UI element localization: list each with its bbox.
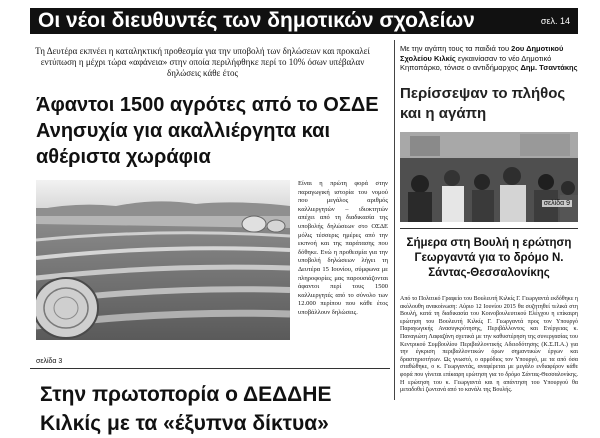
page-reference-right: σελίδα 9 — [543, 200, 570, 207]
school-name: 2ου Δημοτικού Σχολείου Κιλκίς — [400, 44, 564, 63]
article-headline: Άφαντοι 1500 αγρότες από το ΟΣΔΕ Ανησυχία για ακαλλιέργητα και αθέριστα χωράφια — [36, 94, 379, 168]
page-reference: σελίδα 3 — [36, 358, 63, 365]
second-headline: Στην πρωτοπορία ο ΔΕΔΔΗΕ Κιλκίς με τα «έξυπνα δίκτυα» — [40, 383, 332, 435]
divider-right — [400, 228, 578, 229]
crowd-photo — [400, 132, 578, 222]
article-body: Είναι η πρώτη φορά στην παραγωγική ιστορία του νομού που μεγάλος αριθμός καλλιεργητών – ιδιοκτητών απέχει από τη διαδικασία της υποβολής δηλώσεων στο ΟΣΔΕ μόλις τέσσερις ημέρες από την εκπνοή και της παράτασης που δόθηκε. Ενώ η προθεσμία για την υποβολή δηλώσεων λήγει τη Δευτέρα 15 Ιουνίου, σύμφωνα με πληροφορίες μας παρουσιάζονται άφαντοι περί τους 1500 καλλιεργητές από το σύνολο των 12.000 περίπου που κάθε έτος υποβάλλουν δηλώσεις. — [298, 180, 388, 316]
divider — [30, 368, 390, 369]
banner-page-ref: σελ. 14 — [540, 16, 570, 26]
intro-text: Με την αγάπη τους τα παιδιά του — [400, 44, 512, 53]
article-headline-right: Περίσσεψαν το πλήθος και η αγάπη — [400, 85, 566, 122]
crowd-image — [400, 132, 578, 222]
article-body-right: Από το Πολιτικό Γραφείο του Βουλευτή Κιλκίς Γ. Γεωργαντά εκδόθηκε η ακόλουθη ανακοίνωση: Αύριο 12 Ιουνίου 2015 θα συζητηθεί τελικά στη Βουλή, κατά τη διαδικασία του Κοινοβουλευτικού Ελέγχου η επίκαιρη ερώτηση του Βουλευτή Κιλκίς Γ. Γεωργαντά προς τον Υπουργό Παραγωγικής Ανασυγκρότησης, Περιβάλλοντος και Ενέργειας κ. Παναγιώτη Λαφαζάνη σχετικά με την καθυστέρηση της συνεργασίας του Κεντρικού Συμβουλίου Περιβαλλοντικής Αδειοδότησης (Κ.Σ.Π.Α.) για την έγκριση περιβαλλοντικών όρων σημαντικών έργων και δραστηριοτήτων. Ως γνωστό, ο αρμόδιος τον Υπουργό, με τα από όσα σταθώθηκε, ο κ. Γεωργαντάς, αναφέρεται με μεγάλο ενδιαφέρον κάθε φορά που γίνεται επίκαιρη ερώτηση για το δρόμο Σάντας-Θεσσαλονίκης. Η ερώτηση του κ. Γεωργαντά και η απάντηση του Υπουργού θα μεταδοθεί ζωντανά από το κανάλι της Βουλής. — [400, 296, 578, 394]
column-divider — [394, 40, 395, 400]
section-banner — [30, 8, 578, 34]
deputy-mayor-name: Δημ. Τσαντάκης — [520, 63, 578, 72]
article-intro — [400, 44, 578, 73]
left-column — [30, 40, 390, 435]
hay-field-image — [36, 180, 290, 340]
second-headline-right: Σήμερα στη Βουλή η ερώτηση Γεωργαντά για το δρόμο Ν. Σάντας-Θεσσαλονίκης — [406, 237, 572, 279]
banner-title: Οι νέοι διευθυντές των δημοτικών σχολείων — [38, 9, 475, 32]
article-lede: Τη Δευτέρα εκπνέει η καταληκτική προθεσμία για την υποβολή των δηλώσεων και προκαλεί εντύπωση η μέχρι τώρα «αφάνεια» στην οποία περιλήφθηκε περί το 10% όσων υπέβαλαν δηλώσεις κάθε έτος — [35, 46, 370, 78]
hay-field-photo — [36, 180, 290, 340]
intro-text-2: εγκαινίασαν το νέο Δημοτικό Κηποπάρκο, τόνισε ο αντιδήμαρχος — [400, 53, 552, 72]
right-column — [400, 40, 578, 400]
